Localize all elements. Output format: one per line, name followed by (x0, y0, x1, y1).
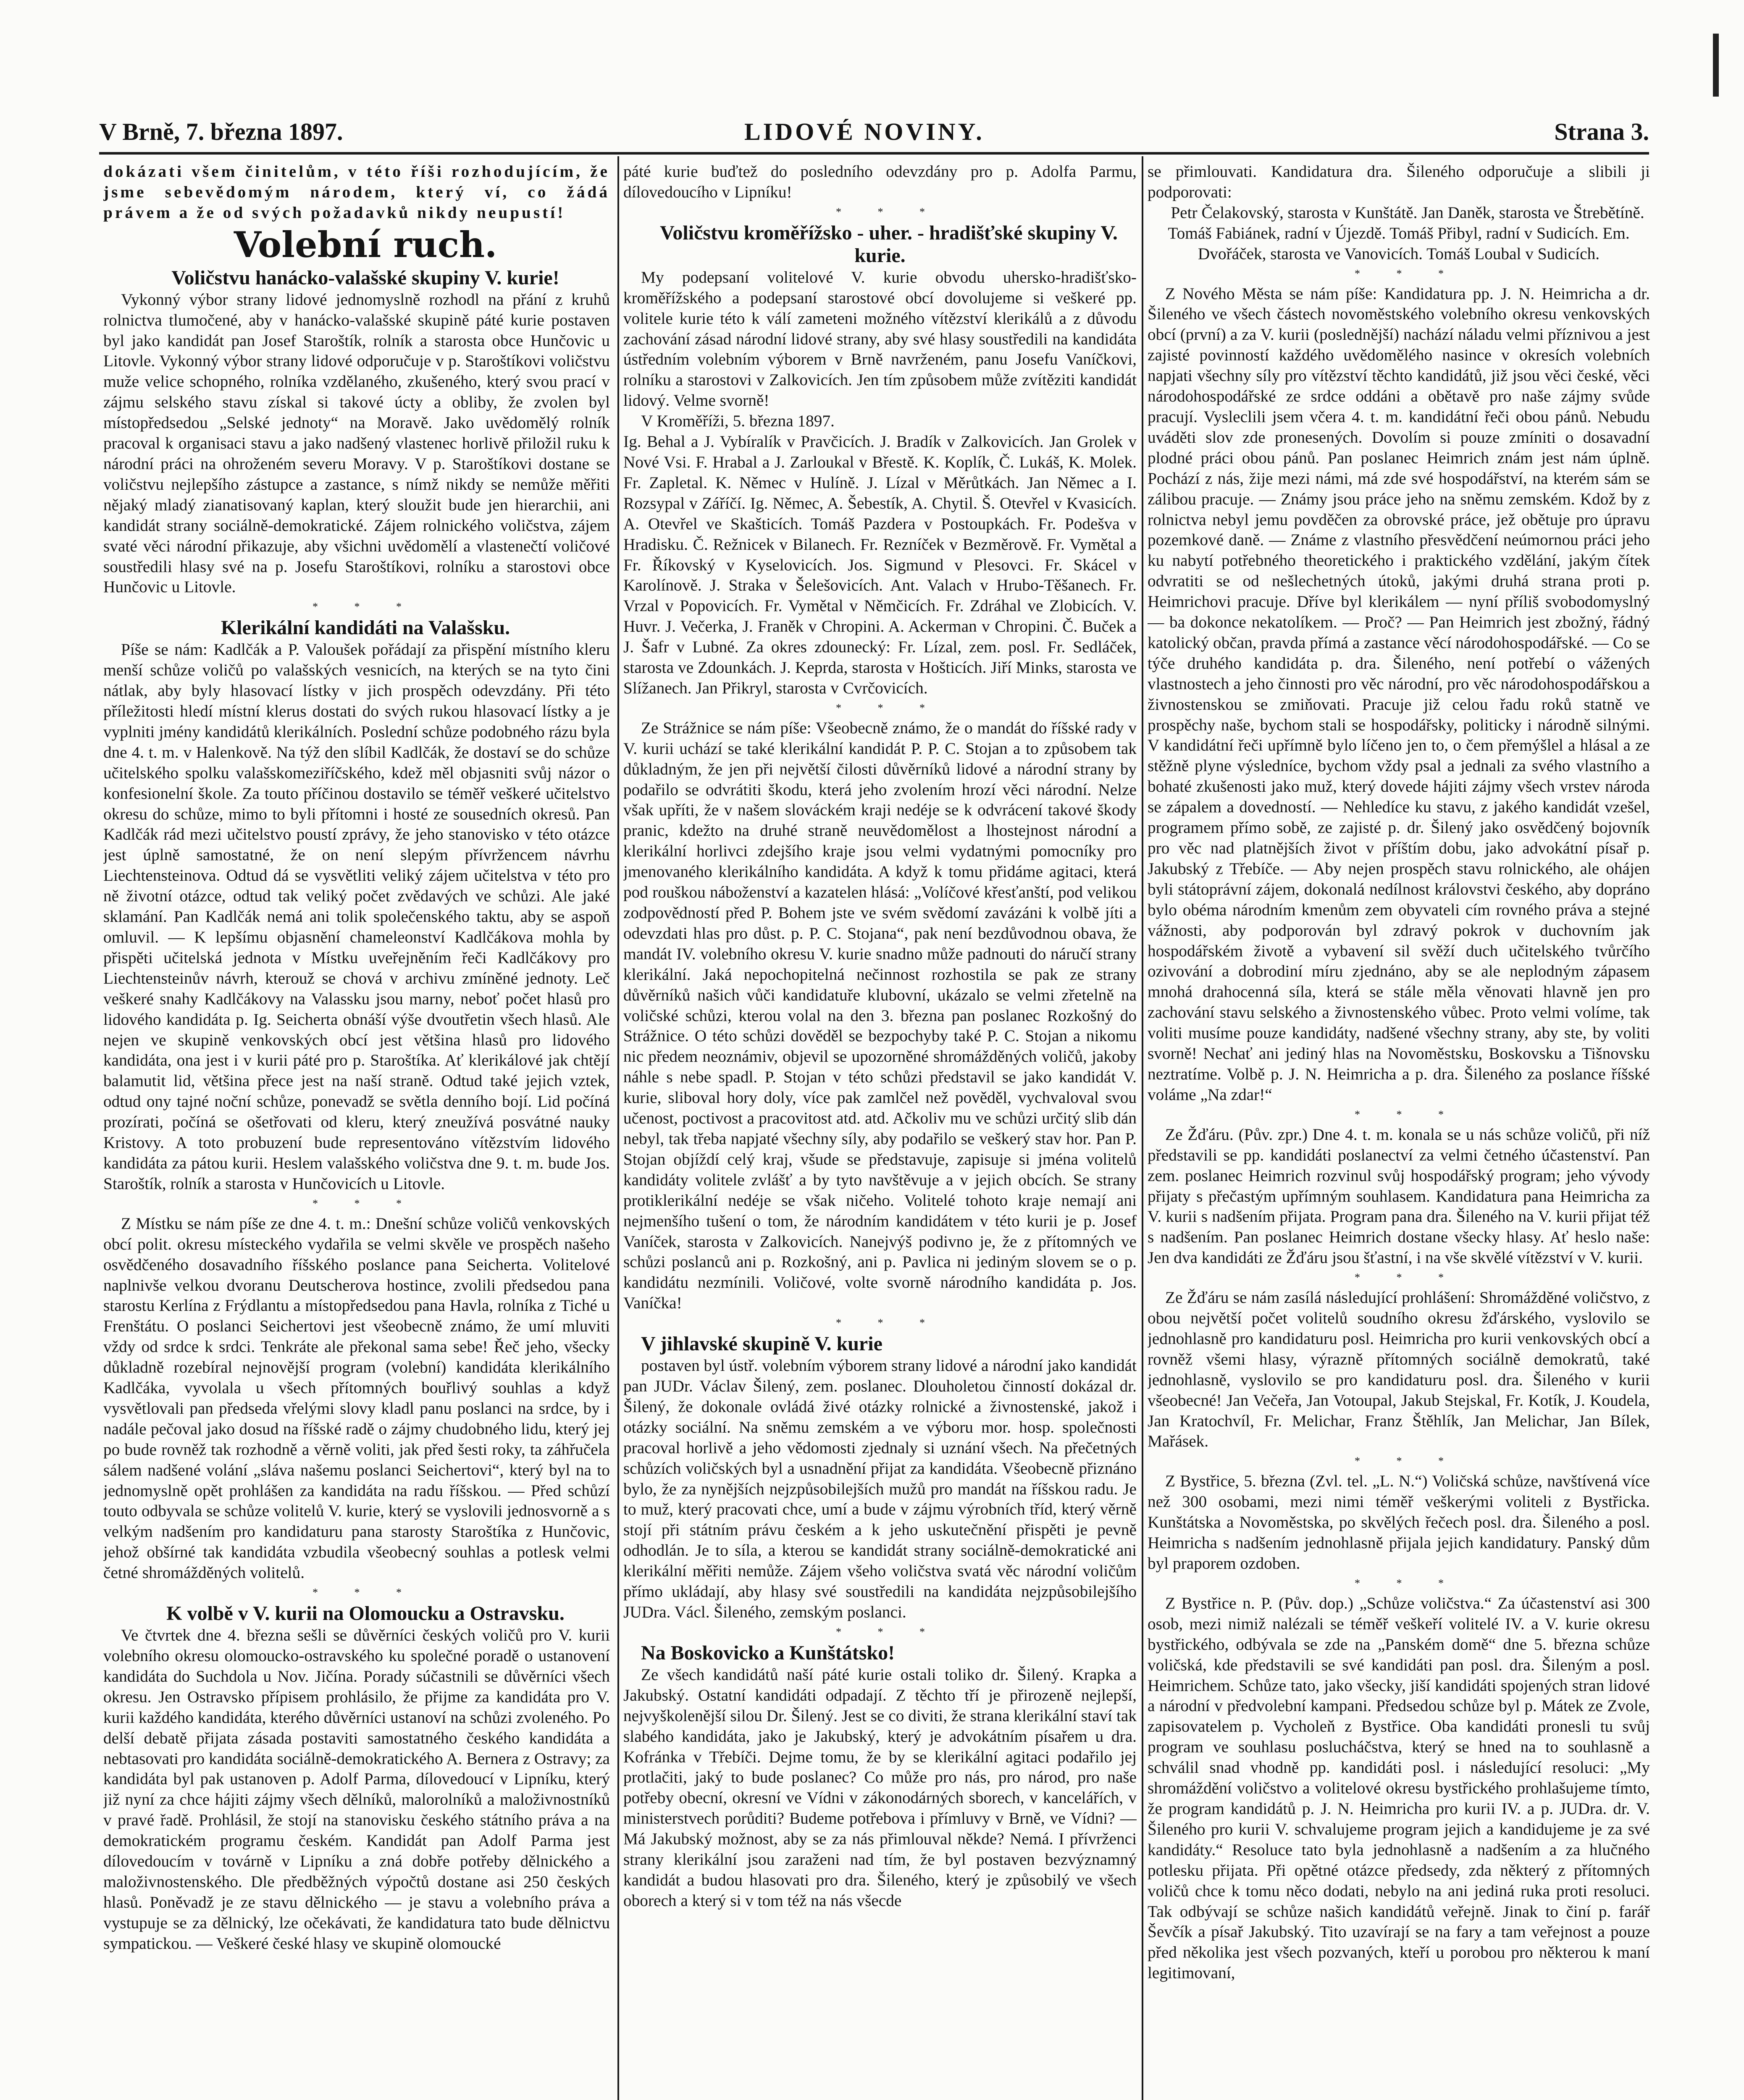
separator: * * * (1355, 1455, 1460, 1467)
column-3 (1148, 161, 1650, 2100)
header-paper-name: LIDOVÉ NOVINY. (744, 118, 985, 145)
separator: * * * (313, 1586, 418, 1599)
scan-edge-mark (1713, 34, 1719, 97)
separator: * * * (313, 601, 418, 613)
separator: * * * (836, 701, 942, 714)
article-title: Voličstvu kroměřížsko - uher. - hradišťské skupiny V. kurie. (660, 221, 1118, 267)
continued-text: se přimlouvati. Kandidatura dra. Šileného odporučuje a slibili ji podporovati: (1148, 162, 1650, 201)
article-body: Ve čtvrtek dne 4. března sešli se důvěrníci českých voličů pro V. kurii volebního okresu olomoucko-ostravského ku společné poradě o ustanovení kandidáta do Suchdola u Nov. Jičína. Porady súčastnili se důvěrníci všech okresu. Jen Ostravsko přípisem prohlásilo, že přijme za kandidáta pro V. kurii každého kandidáta, kterého důvěrníci ustanoví na schůzi zvoleného. Po delší debatě přijata zásada postaviti samostatného českého kandidáta a nebtasovati pro kandidáta sociálně-demokratického A. Bernera z Ostravy; za kandidáta byl pak ustanoven p. Adolf Parma, dílovedoucí v Lipníku, který již nyní za chce hájiti zájmy všech dělníků, malorolníků a maloživnostníků v pravé řadě. Prohlásil, že stojí na stanovisku českého státního práva a na demokratickém programu českém. Kandidát pan Adolf Parma jest dílovedoucím v továrně v Lipníku a zná dobře potřeby dělnického a maloživnostenského. Dle předběžných výpočtů dostane asi 250 českých hlasů. Poněvadž je ze stavu dělnického — je stavu a volebního práva a vystupuje se za dělnický, lze očekávati, že kandidatura tato bude dělnictvu sympatickou. — Veškeré české hlasy ve skupině olomoucké (103, 1626, 610, 1953)
continued-text: páté kurie buďtež do posledního odevzdány pro p. Adolfa Parmu, dílovedoucího v Lipníku! (623, 162, 1137, 201)
page-header (99, 118, 1649, 150)
article-body: Ze všech kandidátů naší páté kurie ostali toliko dr. Šilený. Krapka a Jakubský. Ostatní kandidáti odpadají. Z těchto tří je přirozeně nejlepší, nejvyškolenější silou Dr. Šilený. Jest se co diviti, že strana klerikální staví tak slabého kandidáta, jako je Jakubský, který je advokátním písařem u dra. Kofránka v Třebíči. Dejme tomu, že by se klerikální agitaci podařilo jej protlačiti, jaký to bude poslanec? Co může pro nás, pro národ, pro naše potřeby obecní, okresní ve Vídni v zákonodárných sborech, v kancelářích, v ministerstvech porůditi? Budeme potřebova i přímluvy v Brně, ve Vídni? — Má Jakubský možnost, aby se za nás přimlouval někde? Nemá. I přívrženci strany klerikální jsou zaraženi nad tím, že byl postaven bezvýznamný kandidát a budou hlasovati pro dra. Šileného, který je způsobilý ve všech oborech a který si v tom též na nás všecde (623, 1665, 1137, 1910)
column-divider-1 (617, 156, 619, 2100)
article-body: Z Bystřice, 5. března (Zvl. tel. „L. N.“) Voličská schůze, navštívená více než 300 osobami, mezi nimi téměř veškerými voliteli z Bystřicka. Kunštátska a Novoměstska, po skvělých řečech posl. dra. Šileného a posl. Heimricha s nadšením jednohlasně přijala jejich kandidatury. Panský dům byl praporem ozdoben. (1148, 1472, 1650, 1572)
article-body: Z Bystřice n. P. (Pův. dop.) „Schůze voličstva.“ Za účastenství asi 300 osob, mezi nimiž nalézali se téměř veškeří volitelé IV. a V. kurie okresu bystřického, odbývala se zde na „Panském domě“ dne 5. března schůze voličská, kde představili se své kandidáti pan posl. dra. Šileným a posl. Heimrichem. Schůze tato, jako všecky, jiší kandidáti spojených stran lidové a národní v předvolební kampani. Předsedou schůze byl p. Mátek ze Zvole, zapisovatelem p. Vycholeň z Bystřice. Oba kandidáti pronesli tu svůj program ve souhlasu poslucháčstva, který se hned na to souhlasně a schválil snad vhodně pp. kandidáti posl. i následující resoluci: „My shromáždění voličstvo a volitelové okresu bystřického prohlašujeme tímto, že program kandidátů p. J. N. Heimricha pro kurii IV. a p. JUDra. dr. V. Šileného pro kurii V. schvalujeme program jejich a kandidujeme je za své kandidáty.“ Resoluce tato byla jednohlasně a nadšením a za hlučného potlesku přijata. Při opětné otázce předsedy, zda některý z přítomných voličů chce k tomu něco dodati, nebylo na ani jediná ruka proti resoluci. Tak odbývají se schůze našich kandidátů veřejně. Jinak to činí p. farář Ševčík a písař Jakubský. Tito uzavírají se na fary a tam veřejnost a pouze před několika jest všech pozvaných, kteří u porobou pro některou k maní legitimovaní, (1148, 1593, 1650, 1982)
signatories: Ig. Behal a J. Vybíralík v Pravčicích. J. Bradík v Zalkovicích. Jan Grolek v Nové Vsi. F. Hrabal a J. Zarloukal v Břestě. K. Koplík, Č. Lukáš, K. Molek. Fr. Zapletal. K. Němec v Hulíně. J. Lízal v Měrůtkách. Jan Němec a I. Rozsypal v Záříčí. Ig. Němec, A. Šebestík, A. Chytil. Š. Otevřel v Kvasicích. A. Otevřel ve Skašticích. Tomáš Pazdera v Postoupkách. Fr. Podešva v Hradisku. Č. Režnicek v Bilanech. Fr. Rezníček v Bezměrově. Fr. Vymětal a Fr. Říkovský v Kyselovicích. Jos. Sigmund v Plesovci. Fr. Skácel v Karolínově. J. Straka v Šelešovicích. Ant. Valach v Hrubo-Těšanech. Fr. Vrzal v Popovicích. Fr. Vymětal v Němčicích. Fr. Zdráhal ve Zlobicích. V. Huvr. J. Večerka, J. Franěk v Chropini. A. Ackerman v Chropini. Č. Buček a J. Šafr v Lubné. Za okres zdounecký: Fr. Lízal, zem. posl. Fr. Sedláček, starosta ve Zdounkách. J. Keprda, starosta v Hošticích. Jiří Minks, starosta ve Slížanech. Jan Přikryl, starosta v Cvrčovicích. (623, 432, 1137, 697)
article-body: Ze Strážnice se nám píše: Všeobecně známo, že o mandát do říšské rady v V. kurii uchází se také klerikální kandidát P. P. C. Stojan a to způsobem tak důkladným, že jen při největší čilosti důvěrníků lidové a národní strany by podařilo se odvrátiti škodu, která jeho zvolením hrozí věci národní. Nelze však upříti, že v našem slováckém kraji nedéje se k odvrácení takové škody pranic, kdežto na druhé straně neuvědomělost a lhostejnost národní a klerikální horlivci zdejšího kraje jsou velmi vydatnými pomocníky pro jmenovaného klerikálního kandidáta. A když k tomu přidáme agitaci, která pod rouškou náboženství a kazatelen hlásá: „Volíčové křesťanští, pod velikou zodpovědností před P. Bohem jste ve svém svědomí zavázáni k volbě jíti a odevzdati hlas pro důst. p. P. C. Stojana“, pak není bezdůvodnou obava, že mandát IV. volebního okresu V. kurie snadno může padnouti do náručí strany klerikální. Jaká nepochopitelná nečinnost rozhostila se pak ze strany důvěrníků našich vůči kandidatuře klubovní, ukázalo se velmi zřetelně na voličské schůzi, kterou volal na den 3. března pan poslanec Rozkošný do Strážnice. O této schůzi dověděl se bezpochyby také P. C. Stojan a nikomu nic předem neoznámiv, objevil se upozorněné shromážděných voličů, jakoby náhle s nebe spadl. P. Stojan v této schůzi představil se jako kandidát V. kurie, sliboval hory doly, více pak zamlčel než pověděl, vychvaloval svou učenost, poctivost a pracovitost atd. atd. Ačkoliv mu ve schůzi určitý slib dán nebyl, tak třeba napjaté všechny síly, aby podařilo se veškerý stav hor. Pan P. Stojan objíždí celý kraj, všude se představuje, zapisuje si jména volitelů kandidáty volitele zvlášť a by tyto navštěvuje a v jejich obcích. Se strany protiklerikální nedéje se však ničeho. Volitelé tohoto kraje nemají ani nejmenšího tušení o tom, že národním kandidátem v této kurii je p. Josef Vaníček, starosta v Zalkovicích. Nanejvýš podivno je, že z přítomných ve schůzi poslanců ani p. Rozkošný, ani p. Pavlica ni jediným slovem se o p. kandidátu nezmínili. Voličové, volte svorně národního kandidáta p. Jos. Vaníčka! (623, 718, 1137, 1312)
article-body: Ze Žďáru se nám zasílá následující prohlášení: Shromážděné voličstvo, z obou největší počet volitelů soudního okresu žďárského, vyslovilo se jednohlasně pro kandidaturu posl. Heimricha pro kurii venkovských obcí a rovněž všemi hlasy, výrazně přítomných sociálně demokratů, také jednohlasně, vyslovilo se pro kandidaturu posl. dra. Šileného v kurii všeobecné! Jan Večeřa, Jan Votoupal, Jakub Stejskal, Fr. Kotík, J. Koudela, Jan Kratochvíl, Fr. Melichar, Franz Štěhlík, Jan Melichar, Jan Bílek, Mařásek. (1148, 1288, 1650, 1451)
header-page-number: Strana 3. (1554, 118, 1649, 145)
article-title: K volbě v V. kurii na Olomoucku a Ostravsku. (166, 1602, 565, 1625)
column-2 (623, 161, 1137, 2100)
article-body: postaven byl ústř. volebním výborem strany lidové a národní jako kandidát pan JUDr. Václav Šilený, zem. poslanec. Dlouholetou činností dokázal dr. Šilený, že dokonale ovládá živé otázky rolnické a živnostenské, jakož i otázky sociální. Na sněmu zemském a ve výboru mor. hosp. společnosti pracoval horlivě a jeho vědomosti zjednaly si uznání všech. Na přečetných schůzích voličských byl a usnadnění přijat za kandidáta. Všeobecně přiznáno bylo, že za nynějších nejzpůsobilejších mužů pro mandát na říšskou radu. Je to muž, který pracovati chce, umí a bude v zájmu výrobních tříd, který věrně stojí při státním právu českém a k jeho uskutečnění přispěti je pevně odhodlán. Je to síla, a kterou se kandidát strany sociálně-demokratické ani klerikální měřiti nemůže. Zájem všeho voličstva svatá věc národní voličům přímo ukládají, aby hlasy své soustředili na kandidáta nejzpůsobilejšího JUDra. Václ. Šileného, zemským poslanci. (623, 1356, 1137, 1621)
article-body: Z Nového Města se nám píše: Kandidatura pp. J. N. Heimricha a dr. Šileného ve všech částech novoměstského volebního okresu venkovských obcí (první) a za V. kurii (poslednější) nachází náladu velmi příznivou a jest zajisté povinností každého uvědomělého nasince v okresích volebních napjati všechny síly pro vítězství těchto kandidátů, již jsou věci české, věci národohospodářské ze srdce oddáni a obětavě pro naše zájmy svůde pracují. Vysleclili jsem včera 4. t. m. kandidátní řeči obou pánů. Nebudu uváděti slov zde pronesených. Dovolím si pouze zmíniti o dosavadní plodné práci obou pánů. Pan poslanec Heimrich znám jest nám úplně. Pochází z nás, žije mezi námi, má zde své hospodářství, na kterém sám se zálibou pracuje. — Známy jsou práce jeho na sněmu zemském. Kdož by z rolnictva nebyl jemu povděčen za obrovské práce, jež obětuje pro úpravu pozemkové daně. — Známe z vlastního přesvědčení neúmornou práci jeho ku nabytí potřebného theoretického i praktického vzdělání, jakým čítek odvratiti se od nešlechetných útoků, jakými druhá strana proti p. Heimrichovi pracuje. Dříve byl klerikálem — nyní příliš svobodomyslný — ba dokonce nekatolíkem. — Proč? — Pan Heimrich jest zbožný, řádný katolický občan, pravda přímá a zastance věcí národohospodářské. — Co se týče druhého kandidáta p. dra. Šileného, není potřebí o vážených vlastnostech a jeho činnosti pro věc národní, pro věc národohospodářskou a živnostenskou se zmiňovati. Pracuje již celou řadu roků statně ve prospěchy naše, bychom stali se hospodářsky, politicky i národně silnými. V kandidátní řeči upřímně bylo líčeno jen to, o čem přemýšlel a hlásal a ze stěžně plyne výsledníce, bychom vždy psal a jednali za svého vlastního a bohaté zkušenosti jako muž, který dovede hájiti zájmy všech vrstev národa se zápalem a dovedností. — Nehledíce ku stavu, z jakého kandidát vzešel, programem přímo sobě, ze zajisté p. dr. Šilený jako osvědčený bojovník pro věc nad platnějších život v příštím dobu, jako advokátní písař p. Jakubský z Třebíče. — Aby nejen prospěch stavu rolnického, ale ohájen byli státoprávní zájem, dokonalá nedílnost královstvi českého, aby dopráno bylo obéma národním kmenům zem obyvateli cím rovného práva a stejné vážnosti, aby podporován byl zdravý pokrok v duchovním jak hospodářském životě a vybavení sil svěží duch učitelského tvůrčího ozivování a dobrodiní míru zjednáno, aby se ale neplodným zápasem mnohá drahocenná síla, která se stále měla věnovati hlavně jen pro zachování stavu selského a živnostenského vůbec. Proto velmi volíme, tak voliti musíme pouze kandidáty, nadšené všechny strany, aby ste, by voliti svorně! Nechať ani jediný hlas na Novoměstsku, Boskovsku a Tišnovsku neztratíme. Volbě p. J. N. Heimricha a p. dra. Šileného za poslance říšské voláme „Na zdar!“ (1148, 284, 1650, 1104)
article-title: Voličstvu hanácko-valašské skupiny V. kurie! (171, 266, 559, 289)
separator: * * * (1355, 1271, 1460, 1284)
separator: * * * (1355, 1577, 1460, 1589)
article-body: Z Místku se nám píše ze dne 4. t. m.: Dnešní schůze voličů venkovských obcí polit. okresu místeckého vydařila se velmi skvěle ve prospěch našeho osvědčeného dosavadního říšského poslance pana Seicherta. Volitelové naplnivše velkou dvoranu Deutscherova hostince, zvolili předsedou pana starostu Kerlína z Frýdlantu a místopředsedou pana Havla, rolníka z Tiché u Frenštátu. O poslanci Seichertovi jest všeobecně známo, že umí mluviti vždy od srdce k srdci. Tenkráte ale překonal sama sebe! Řeč jeho, všecky důkladně rozebíral nejnovější program (volební) kandidáta klerikálního Kadlčáka, vyvolala u všech přítomných bouřlivý souhlas a když vysvětlovali pan předseda vřelými slovy kladl panu poslanci na srdce, by i nadále pečoval jako dosud na říšské radě o zájmy chudobného lidu, který jej po bude rovněž tak rozhodně a věrně voliti, jak před šesti roky, ta záhřučela sálem nadšené volání „sláva našemu poslanci Seichertovi“, který byl na to jednomyslně opět prohlášen za kandidáta na radu říšskou. — Před schůzí touto odbyvala se schůze volitelů V. kurie, který se vyslovili jednosvorně a s velkým nadšením pro kandidaturu pana starosty Staroštíka z Hunčovic, jehož obšírné tak kandidáta vzbudila všeobecný souhlas a potlesk velmi četné shromážděných volitelů. (103, 1214, 610, 1582)
header-place-date: V Brně, 7. března 1897. (99, 118, 343, 145)
separator: * * * (1355, 1108, 1460, 1121)
article-title: Klerikální kandidáti na Valašsku. (221, 617, 510, 639)
header-rule (99, 152, 1649, 155)
article-body: My podepsaní volitelové V. kurie obvodu uhersko-hradišťsko-kroměřížského a podepsaní starostové obcí dovolujeme si veškeré pp. volitele kurie této k válí zameteni možného vítězství klerikálů a z důvodu zachování zásad národní lidové strany, aby své hlasy soustředili na kandidáta ústředním volebním výborem v Brně navrženém, panu Josefu Vaníčkovi, rolníku a starostovi v Zalkovicích. Jen tím způsobem může zvítěziti kandidát lidový. Velme svorně! (623, 268, 1137, 410)
signatories: Petr Čelakovský, starosta v Kunštátě. Jan Daněk, starosta ve Štrebětíně. Tomáš Fabiánek, radní v Újezdě. Tomáš Přibyl, radní v Sudicích. Em. Dvořáček, starosta ve Vanovicích. Tomáš Loubal v Sudicích. (1168, 203, 1644, 263)
article-body: Ze Žďáru. (Pův. zpr.) Dne 4. t. m. konala se u nás schůze voličů, při níž představili se pp. kandidáti poslanectví za velmi četného účastenství. Pan zem. poslanec Heimrich rozvinul svůj hospodářský program; jeho vývody přijaty s přečastým upřímným souhlasem. Kandidatura pana Heimricha za V. kurii s nadšením přijata. Program pana dra. Šileného na V. kurii přijat též s nadšením. Pan poslanec Heimrich dostane všecky hlasy. Ať heslo naše: Jen dva kandidáti ze Žďáru jsou šťastní, i na vše skvělé vítězství v V. kurii. (1148, 1125, 1650, 1267)
section-title-volebni-ruch: Volební ruch. (234, 223, 497, 265)
article-body: Píše se nám: Kadlčák a P. Valoušek pořádají za přispění místního kleru menší schůze voličů po valašských vesnicích, na kterých se na tyto čini nátlak, aby byly hlasovací lístky v jich prospěch odevzdány. Při této příležitosti hledí místní klerus dostati do svých rukou hlasovací lístky a je vyplniti jmény kandidátů klerikálních. Poslední schůze podobného rázu byla dne 4. t. m. v Halenkově. Na týž den slíbil Kadlčák, že dostaví se do schůze učitelského spolku valašskomeziříčského, kdež měl objasniti svůj názor o konfesionelní škole. Za touto příčinou dostavilo se téměř veškeré učitelstvo okresu do schůze, mimo to byli přítomni i hosté ze sousedních okresů. Pan Kadlčák rád mezi učitelstvo poustí zprávy, že jeho stanovisko v této otázce jest úplně samostatné, že on není slepým přívržencem návrhu Liechtensteinova. Odtud dá se vysvětliti veliký zájem učitelstva v této pro ně životní otázce, odtud tak veliký počet zvědavých ve schůzi. Ale jaké sklamání. Pan Kadlčák nemá ani tolik společenského taktu, aby se aspoň omluvil. — K lepšímu objasnění chameleonství Kadlčákova mohla by přispěti učitelská jednota v Místku uveřejněním řeči Kadlčákovy pro Liechtensteinův návrh, kterouž se chová v archivu zmíněné jednoty. Leč veškeré snahy Kadlčákovy na Valassku jsou marny, neboť počet hlasů pro lidového kandidáta p. Ig. Seicherta obnáší výše dvoutřetin všech hlasů. Ale nejen ve skupině venkovských obcí jest většina hlasů pro lidového kandidáta, ona jest i v kurii páté pro p. Staroštíka. Ať klerikálové jak chtějí balamutit lid, většina přece jest na naší straně. Odtud také jejich vztek, odtud ony tajné noční schůze, ponevadž se světla denního bojí. Lid počíná prozírati, počíná se ošetřovati od kleru, který zneužívá posvátné nauky Kristovy. A toto probuzení bude representováno vítězstvím lidového kandidáta za pátou kurii. Heslem valašského voličstva dne 9. t. m. bude Jos. Staroštík, rolník a starosta v Hunčovicích u Litovle. (103, 640, 610, 1193)
dateline: V Kroměříži, 5. března 1897. (641, 412, 835, 430)
column-1 (103, 161, 610, 2100)
separator: * * * (1355, 267, 1460, 280)
column-divider-2 (1142, 156, 1143, 2100)
article-body: Vykonný výbor strany lidové jednomyslně rozhodl na přání z kruhů rolnictva tlumočené, aby v hanácko-valašské skupině páté kurie postaven byl jako kandidát pan Josef Staroštík, rolník a starosta obce Hunčovic u Litovle. Vykonný výbor strany lidové odporučuje v p. Staroštíkovi voličstvu muže velice schopného, rolníka vzdělaného, zkušeného, který svou prací v zájmu selského stavu získal si takové úcty a obliby, že zvolen byl místopředsedou „Selské jednoty“ na Moravě. Jako uvědomělý rolník pracoval k organisaci stavu a jako nadšený vlastenec horlivě přiložil ruku k národní práci na ohroženém severu Moravy. V p. Staroštíkovi dostane se voličstvu nejlepšího zástupce a zastance, s nímž nikdy se nemůže měřiti nějaký mladý zianatisovaný kaplan, který sloužit bude jen hierarchii, ani kandidát strany sociálně-demokratické. Zájem rolnického voličstva, zájem svaté věci národní přikazuje, aby všichni uvědomělí a vlastenečtí voličové soustředili hlasy své na p. Josefu Staroštíkovi, rolníku a starostovi obce Hunčovic u Litovle. (103, 290, 610, 596)
article-title: V jihlavské skupině V. kurie (641, 1333, 883, 1355)
article-title: Na Boskovicko a Kunštátsko! (641, 1641, 895, 1664)
separator: * * * (313, 1197, 418, 1210)
separator: * * * (836, 1625, 942, 1638)
separator: * * * (836, 205, 942, 218)
intro-paragraph: dokázati všem činitelům, v této říši rozhodujícím, že jsme sebevědomým národem, který ví, co žádá právem a že od svých požadavků nikdy neupustí! (103, 162, 610, 222)
separator: * * * (836, 1317, 942, 1329)
